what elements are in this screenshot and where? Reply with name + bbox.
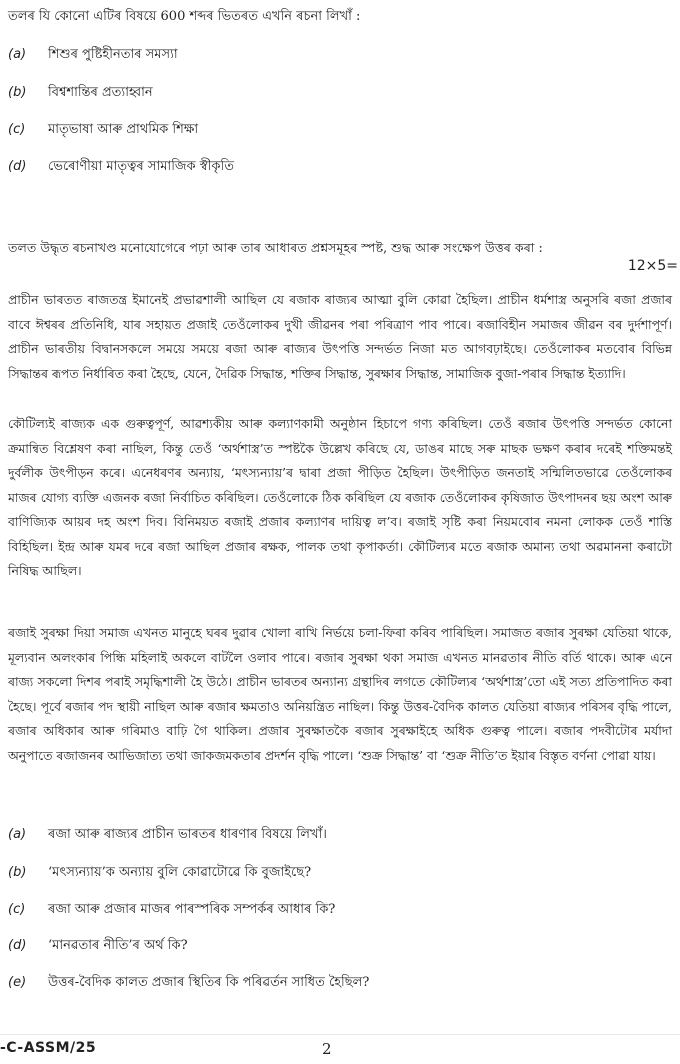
option-label: (c) xyxy=(8,122,26,137)
question-label: (a) xyxy=(8,827,27,842)
essay-option-c xyxy=(8,121,648,139)
question-label: (b) xyxy=(8,865,27,880)
option-text: বিশ্বশান্তিৰ প্ৰত্যাহ্বান xyxy=(48,85,153,100)
option-label: (b) xyxy=(8,85,27,100)
option-label: (a) xyxy=(8,47,27,62)
paper-code: -C-ASSM/25 xyxy=(0,1040,97,1056)
question-text: ৰজা আৰু ৰাজ্যৰ প্ৰাচীন ভাৰতৰ ধাৰণাৰ বিষয়ে লিখাঁ। xyxy=(48,827,327,842)
essay-instruction: তলৰ যি কোনো এটিৰ বিষয়ে 600 শব্দৰ ভিতৰত এখনি ৰচনা লিখাঁ : xyxy=(8,9,361,24)
passage-paragraph-1: প্ৰাচীন ভাৰতত ৰাজতন্ত্ৰ ইমানেই প্ৰভাৱশালী আছিল যে ৰজাক ৰাজ্যৰ আত্মা বুলি কোৱা হৈছিল। প্ৰাচীন ধৰ্মশাস্ত্ৰ অনুসৰি ৰজা প্ৰজাৰ বাবে ঈশ্বৰৰ প্ৰতিনিধি, যাৰ সহায়ত প্ৰজাই তেওঁলোকৰ দুখী জীৱনৰ পৰা পৰিত্ৰাণ পাব পাৰে। ৰজাবিহীন সমাজৰ জীৱন বৰ দুৰ্দশাপূৰ্ণ। প্ৰাচীন ভাৰতীয় বিদ্বানসকলে সময়ে সময়ে ৰজা আৰু ৰাজ্যৰ উৎপত্তি সন্দৰ্ভত নিজা মত আগবঢ়াইছে। তেওঁলোকৰ মতবোৰ বিভিন্ন সিদ্ধান্তৰ ৰূপত নিৰ্ধাৰিত কৰা হৈছে, যেনে, দৈৱিক সিদ্ধান্ত, শক্তিৰ সিদ্ধান্ত, সুৰক্ষাৰ সিদ্ধান্ত, সামাজিক বুজা-পৰাৰ সিদ্ধান্ত ইত্যাদি। xyxy=(8,292,672,381)
essay-option-b xyxy=(8,84,648,102)
essay-option-d xyxy=(8,158,648,176)
question-b xyxy=(8,864,648,882)
essay-option-a xyxy=(8,46,648,64)
question-label: (e) xyxy=(8,975,27,990)
question-label: (c) xyxy=(8,902,26,917)
question-text: ৰজা আৰু প্ৰজাৰ মাজৰ পাৰস্পৰিক সম্পৰ্কৰ আধাৰ কি? xyxy=(48,902,336,917)
option-text: ভেৰোণীয়া মাতৃত্বৰ সামাজিক স্বীকৃতি xyxy=(48,159,234,174)
option-text: মাতৃভাষা আৰু প্ৰাথমিক শিক্ষা xyxy=(48,122,199,137)
page-number: 2 xyxy=(322,1040,332,1058)
option-label: (d) xyxy=(8,159,27,174)
passage-paragraph-3: ৰজাই সুৰক্ষা দিয়া সমাজ এখনত মানুহে ঘৰৰ দুৱাৰ খোলা ৰাখি নিৰ্ভয়ে চলা-ফিৰা কৰিব পাৰিছিল। সমাজত ৰজাৰ সুৰক্ষা যেতিয়া থাকে, মূল্যবান অলংকাৰ পিন্ধি মহিলাই অকলে বাটলৈ ওলাব পাৰে। ৰজাৰ সুৰক্ষা থকা সমাজ এখনত মানৱতাৰ নীতি বৰ্তি থাকে। আৰু এনে ৰাজ্য সকলো দিশৰ পৰাই সমৃদ্ধিশালী হৈ উঠে। প্ৰাচীন ভাৰতৰ অন্যান্য গ্ৰন্থাদিৰ লগতে কৌটিল্যৰ ‘অৰ্থশাস্ত্ৰ’তো এই সত্য প্ৰতিপাদিত কৰা হৈছে। পূৰ্বে ৰজাৰ পদ স্থায়ী নাছিল আৰু ৰজাৰ ক্ষমতাও অনিয়ন্ত্ৰিত নাছিল। কিন্তু উত্তৰ-বৈদিক কালত যেতিয়া ৰাজ্যৰ পৰিসৰ বৃদ্ধি পালে, ৰজাৰ অধিকাৰ আৰু গৰিমাও বাঢ়ি গৈ থাকিল। প্ৰজাৰ সুৰক্ষাতকৈ ৰজাৰ সুৰক্ষাইহে অধিক গুৰুত্ব পালে। ৰজাৰ পদবীটোৰ মৰ্যাদা অনুপাতে ৰজাজনৰ আভিজাত্য তথা জাকজমকতাৰ প্ৰদৰ্শন বৃদ্ধি পালে। ‘শুক্ৰ সিদ্ধান্ত’ বা ‘শুক্ৰ নীতি’ত ইয়াৰ বিস্তৃত বৰ্ণনা পোৱা যায়। xyxy=(8,625,672,763)
question-text: ‘মৎস্যন্যায়’ক অন্যায় বুলি কোৱাটোৱে কি বুজাইছে? xyxy=(48,865,312,880)
passage-paragraph-2: কৌটিল্যই ৰাজ্যক এক গুৰুত্বপূৰ্ণ, আৱশ্যকীয় আৰু কল্যাণকামী অনুষ্ঠান হিচাপে গণ্য কৰিছিল। তেওঁ ৰজাৰ উৎপত্তি সন্দৰ্ভত কোনো ক্ৰমান্বিত বিশ্লেষণ কৰা নাছিল, কিন্তু তেওঁ ‘অৰ্থশাস্ত্ৰ’ত স্পষ্টকৈ উল্লেখ কৰিছে যে, ডাঙৰ মাছে সৰু মাছক ভক্ষণ কৰাৰ দৰেই শক্তিমন্তই দুৰ্বলীক উৎপীড়ন কৰে। এনেধৰণৰ অন্যায়, ‘মৎস্যন্যায়’ৰ দ্বাৰা প্ৰজা পীড়িত হৈছিল। উৎপীড়িত জনতাই সন্মিলিতভাৱে তেওঁলোকৰ মাজৰ যোগ্য ব্যক্তি এজনক ৰজা নিৰ্বাচিত কৰিছিল। তেওঁলোকে ঠিক কৰিছিল যে ৰজাক তেওঁলোকৰ কৃষিজাত উৎপাদনৰ ছয় অংশ আৰু বাণিজ্যিক আয়ৰ দহ অংশ দিব। বিনিময়ত ৰজাই প্ৰজাৰ কল্যাণৰ দায়িত্ব ল’ব। ৰজাই সৃষ্টি কৰা নিয়মবোৰ নমনা লোকক তেওঁ শাস্তি বিহিছিল। ইন্দ্ৰ আৰু যমৰ দৰে ৰজা আছিল প্ৰজাৰ ৰক্ষক, পালক তথা কৃপাকৰ্তা। কৌটিল্যৰ মতে ৰজাক অমান্য তথা অৱমাননা কৰাটো নিষিদ্ধ আছিল। xyxy=(8,416,672,578)
question-c xyxy=(8,901,648,919)
question-d xyxy=(8,937,648,955)
question-e xyxy=(8,974,648,992)
comprehension-instruction: তলত উদ্ধৃত ৰচনাখণ্ড মনোযোগেৰে পঢ়া আৰু তাৰ আধাৰত প্ৰশ্নসমূহৰ স্পষ্ট, শুদ্ধ আৰু সংক্ষেপ উত্তৰ কৰা : xyxy=(8,240,543,255)
footer-divider xyxy=(0,1034,680,1035)
marks-label: 12×5= xyxy=(627,258,678,274)
question-text: ‘মানৱতাৰ নীতি’ৰ অৰ্থ কি? xyxy=(48,938,188,953)
question-a xyxy=(8,826,648,844)
question-text: উত্তৰ-বৈদিক কালত প্ৰজাৰ স্থিতিৰ কি পৰিৱৰ্তন সাধিত হৈছিল? xyxy=(48,975,370,990)
question-label: (d) xyxy=(8,938,27,953)
option-text: শিশুৰ পুষ্টিহীনতাৰ সমস্যা xyxy=(48,47,178,62)
